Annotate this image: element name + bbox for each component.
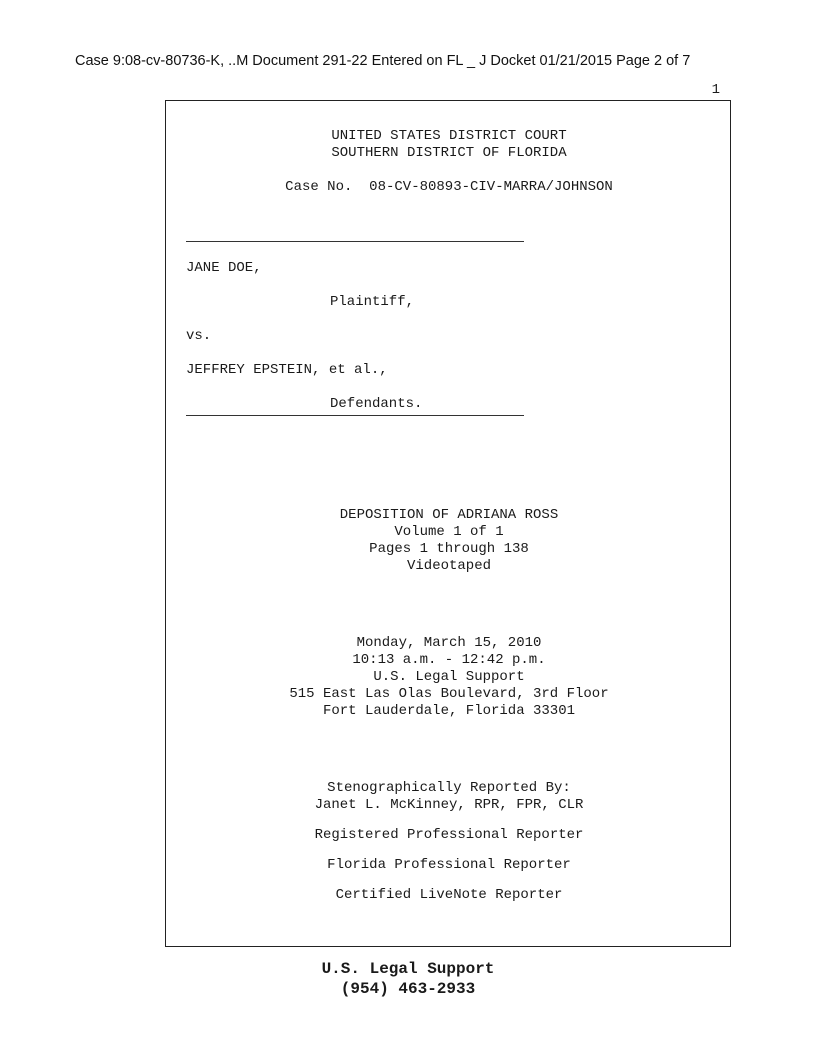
transcript-page-number: 1 (711, 82, 720, 98)
session-venue: U.S. Legal Support (373, 669, 525, 685)
court-name: UNITED STATES DISTRICT COURT (331, 128, 567, 144)
transcript-frame (165, 100, 731, 947)
reporter-credential-fpr: Florida Professional Reporter (327, 857, 571, 873)
defendant-name: JEFFREY EPSTEIN, et al., (186, 362, 388, 378)
court-district: SOUTHERN DISTRICT OF FLORIDA (331, 145, 567, 161)
session-time: 10:13 a.m. - 12:42 p.m. (352, 652, 546, 668)
versus: vs. (186, 328, 212, 344)
session-address-line2: Fort Lauderdale, Florida 33301 (322, 703, 576, 719)
reporter-credential-rpr: Registered Professional Reporter (314, 827, 584, 843)
format-note: Videotaped (406, 558, 491, 574)
deposition-title: DEPOSITION OF ADRIANA ROSS (339, 507, 559, 523)
session-address-line1: 515 East Las Olas Boulevard, 3rd Floor (289, 686, 609, 702)
defendant-role: Defendants. (330, 396, 423, 412)
plaintiff-name: JANE DOE, (186, 260, 262, 276)
caption-rule-top (186, 241, 524, 242)
session-date: Monday, March 15, 2010 (356, 635, 542, 651)
reporter-credential-clr: Certified LiveNote Reporter (335, 887, 563, 903)
reporter-label: Stenographically Reported By: (327, 780, 571, 796)
page-range: Pages 1 through 138 (369, 541, 529, 557)
plaintiff-role: Plaintiff, (330, 294, 415, 310)
caption-rule-bottom (186, 415, 524, 416)
footer-company: U.S. Legal Support (321, 960, 495, 978)
volume-info: Volume 1 of 1 (394, 524, 504, 540)
footer-phone: (954) 463-2933 (340, 980, 476, 998)
docket-stamp: Case 9:08-cv-80736-K, ..M Document 291-22 Entered on FL _ J Docket 01/21/2015 Page 2 of 7 (75, 53, 691, 69)
reporter-name: Janet L. McKinney, RPR, FPR, CLR (314, 797, 584, 813)
case-number: Case No. 08-CV-80893-CIV-MARRA/JOHNSON (285, 179, 613, 195)
